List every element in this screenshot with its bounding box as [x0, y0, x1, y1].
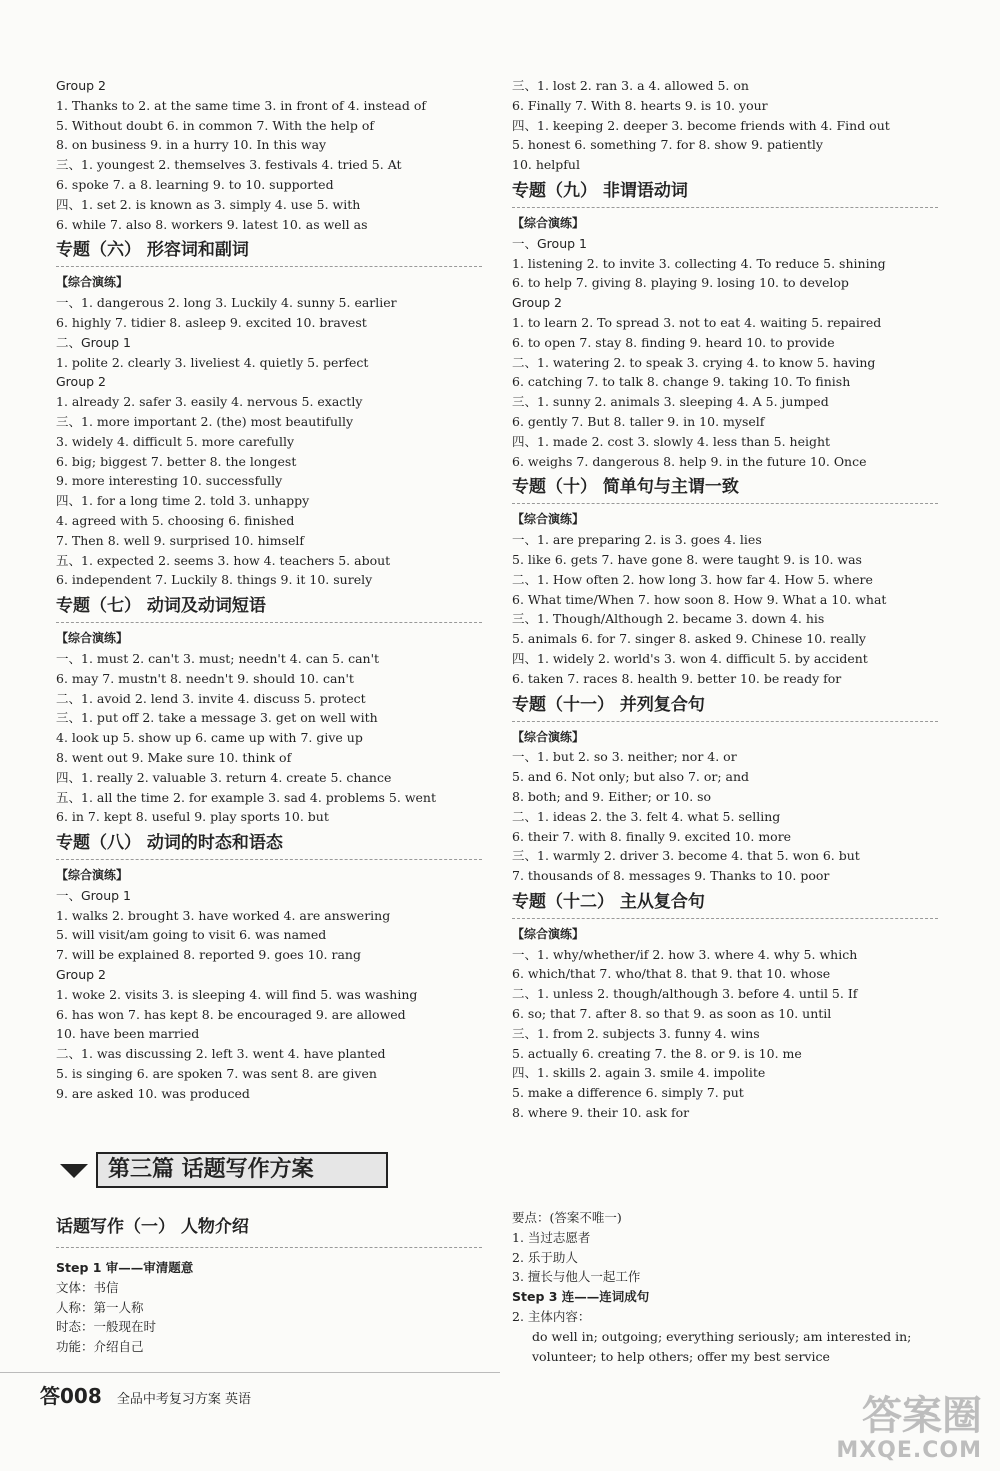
answer-line: 8. went out 9. Make sure 10. think of — [56, 749, 292, 765]
section-title: 专题（十一） 并列复合句 — [512, 689, 938, 722]
answer-line: 2. 主体内容： — [512, 1308, 591, 1324]
answer-line: 功能：介绍自己 — [56, 1339, 144, 1355]
part3-title: 第三篇 话题写作方案 — [96, 1152, 388, 1188]
answer-line: 一、1. are preparing 2. is 3. goes 4. lies — [512, 532, 762, 548]
answer-line: 文体：书信 — [56, 1279, 119, 1295]
section-tag: 【综合演练】 — [512, 729, 585, 744]
answer-line: 8. on business 9. in a hurry 10. In this way — [56, 137, 327, 153]
answer-line: 1. polite 2. clearly 3. liveliest 4. quietly 5. perfect — [56, 354, 369, 370]
answer-line: 8. both; and 9. Either; or 10. so — [512, 788, 712, 804]
answer-line: 四、1. for a long time 2. told 3. unhappy — [56, 493, 310, 509]
answer-line: 三、1. lost 2. ran 3. a 4. allowed 5. on — [512, 78, 749, 93]
answer-line: 6. in 7. kept 8. useful 9. play sports 10. but — [56, 809, 329, 825]
answer-line: 四、1. skills 2. again 3. smile 4. impolite — [512, 1065, 766, 1081]
step-heading: Step 1 审——审清题意 — [56, 1260, 194, 1275]
answer-line: 二、1. watering 2. to speak 3. crying 4. to know 5. having — [512, 354, 876, 370]
page-number: 答008 — [40, 1384, 102, 1408]
answer-line: 9. are asked 10. was produced — [56, 1085, 250, 1101]
answer-line: 1. walks 2. brought 3. have worked 4. are answering — [56, 907, 391, 923]
answer-line: 四、1. set 2. is known as 3. simply 4. use 5. with — [56, 196, 361, 212]
step-heading: Step 3 连——连词成句 — [512, 1289, 650, 1305]
section-title: 专题（八） 动词的时态和语态 — [56, 827, 482, 860]
footer-divider — [0, 1372, 500, 1373]
answer-line: 6. to help 7. giving 8. playing 9. losing 10. to develop — [512, 275, 849, 291]
answer-line: 要点：(答案不唯一) — [512, 1210, 622, 1225]
answer-line: 二、1. ideas 2. the 3. felt 4. what 5. selling — [512, 808, 781, 824]
section-title: 专题（十二） 主从复合句 — [512, 886, 938, 919]
answer-line: 四、1. widely 2. world's 3. won 4. difficult 5. by accident — [512, 650, 868, 666]
answer-line: 二、1. How often 2. how long 3. how far 4. How 5. where — [512, 571, 873, 587]
watermark-logo: 答案圈 — [862, 1393, 982, 1439]
answer-line: 1. 当过志愿者 — [512, 1229, 591, 1245]
answer-line: 6. has won 7. has kept 8. be encouraged 9. are allowed — [56, 1006, 406, 1022]
section-title: 专题（六） 形容词和副词 — [56, 234, 482, 267]
triangle-down-icon — [60, 1164, 88, 1178]
answer-line: 6. which/that 7. who/that 8. that 9. that 10. whose — [512, 966, 831, 982]
answer-line: 三、1. youngest 2. themselves 3. festivals 4. tried 5. At — [56, 157, 402, 173]
answer-line: 一、1. why/whether/if 2. how 3. where 4. why 5. which — [512, 946, 858, 962]
watermark — [836, 1394, 982, 1463]
answer-line: 8. where 9. their 10. ask for — [512, 1105, 690, 1121]
step3-block — [512, 1208, 938, 1366]
answer-line: 二、1. was discussing 2. left 3. went 4. have planted — [56, 1046, 386, 1062]
answer-line: 9. more interesting 10. successfully — [56, 473, 283, 489]
answer-line: 6. What time/When 7. how soon 8. How 9. What a 10. what — [512, 591, 887, 607]
answer-line: 6. highly 7. tidier 8. asleep 9. excited 10. bravest — [56, 314, 367, 330]
answer-line: 时态：一般现在时 — [56, 1319, 157, 1335]
answer-line: 1. listening 2. to invite 3. collecting 4. To reduce 5. shining — [512, 255, 886, 271]
answer-line: 7. will be explained 8. reported 9. goes 10. rang — [56, 947, 361, 963]
section-tag: 【综合演练】 — [56, 868, 129, 883]
section-tag: 【综合演练】 — [56, 275, 129, 290]
answer-line: 3. widely 4. difficult 5. more carefully — [56, 433, 295, 449]
part3-banner — [56, 1152, 390, 1188]
content-line: do well in; outgoing; everything seriously; am interested in; — [532, 1328, 912, 1344]
answer-line: 5. like 6. gets 7. have gone 8. were taught 9. is 10. was — [512, 551, 862, 567]
answer-line: 6. big; biggest 7. better 8. the longest — [56, 453, 297, 469]
section-tag: 【综合演练】 — [512, 512, 585, 527]
right-column — [512, 76, 938, 1123]
answer-line: 1. woke 2. visits 3. is sleeping 4. will find 5. was washing — [56, 986, 418, 1002]
answer-line: 三、1. Though/Although 2. became 3. down 4. his — [512, 611, 825, 627]
answer-line: 6. spoke 7. a 8. learning 9. to 10. supported — [56, 176, 334, 192]
group-label: 一、Group 1 — [56, 887, 131, 903]
answer-line: 2. 乐于助人 — [512, 1249, 578, 1265]
group-label: Group 2 — [56, 78, 106, 93]
group-label: 二、Group 1 — [56, 334, 131, 350]
group-label: Group 2 — [56, 374, 106, 390]
group-label: Group 2 — [56, 967, 106, 983]
answer-line: 4. agreed with 5. choosing 6. finished — [56, 512, 295, 528]
answer-line: 人称：第一人称 — [56, 1299, 144, 1315]
section-tag: 【综合演练】 — [512, 926, 585, 941]
answer-line: 5. is singing 6. are spoken 7. was sent 8. are given — [56, 1066, 377, 1082]
answer-line: 四、1. really 2. valuable 3. return 4. create 5. chance — [56, 769, 392, 785]
left-column — [56, 76, 482, 1104]
answer-line: 6. their 7. with 8. finally 9. excited 10. more — [512, 828, 792, 844]
answer-line: 一、1. dangerous 2. long 3. Luckily 4. sunny 5. earlier — [56, 295, 397, 311]
answer-line: 10. have been married — [56, 1026, 200, 1042]
answer-line: 7. Then 8. well 9. surprised 10. himself — [56, 532, 304, 548]
answer-line: 6. gently 7. But 8. taller 9. in 10. myself — [512, 413, 765, 429]
answer-line: 三、1. sunny 2. animals 3. sleeping 4. A 5. jumped — [512, 394, 829, 410]
answer-line: 6. to open 7. stay 8. finding 9. heard 10. to provide — [512, 334, 835, 350]
group-label: 一、Group 1 — [512, 235, 587, 251]
answer-line: 一、1. must 2. can't 3. must; needn't 4. can 5. can't — [56, 650, 380, 666]
section-title: 专题（七） 动词及动词短语 — [56, 590, 482, 623]
answer-line: 4. look up 5. show up 6. came up with 7. give up — [56, 730, 363, 746]
answer-line: 6. weighs 7. dangerous 8. help 9. in the future 10. Once — [512, 453, 867, 469]
answer-line: 6. catching 7. to talk 8. change 9. taking 10. To finish — [512, 374, 851, 390]
answer-line: 6. Finally 7. With 8. hearts 9. is 10. your — [512, 97, 768, 113]
section-title: 专题（十） 简单句与主谓一致 — [512, 471, 938, 504]
step1-block — [56, 1258, 482, 1357]
section-tag: 【综合演练】 — [56, 631, 129, 646]
answer-line: 6. while 7. also 8. workers 9. latest 10. as well as — [56, 216, 368, 232]
answer-line: 6. so; that 7. after 8. so that 9. as soon as 10. until — [512, 1006, 832, 1022]
answer-line: 5. honest 6. something 7. for 8. show 9. patiently — [512, 137, 823, 153]
answer-line: 三、1. warmly 2. driver 3. become 4. that 5. won 6. but — [512, 848, 860, 864]
topic-title: 话题写作（一） 人物介绍 — [56, 1212, 482, 1248]
answer-line: 5. make a difference 6. simply 7. put — [512, 1085, 744, 1101]
content-line: volunteer; to help others; offer my best service — [532, 1348, 830, 1364]
answer-line: 1. Thanks to 2. at the same time 3. in front of 4. instead of — [56, 97, 426, 113]
answer-line: 四、1. made 2. cost 3. slowly 4. less than 5. height — [512, 433, 831, 449]
answer-line: 6. independent 7. Luckily 8. things 9. it 10. surely — [56, 572, 373, 588]
page-footer — [40, 1380, 251, 1409]
answer-line: 二、1. avoid 2. lend 3. invite 4. discuss 5. protect — [56, 690, 366, 706]
answer-line: 6. may 7. mustn't 8. needn't 9. should 10. can't — [56, 670, 354, 686]
section-tag: 【综合演练】 — [512, 215, 585, 230]
watermark-url: MXQE.COM — [836, 1438, 982, 1463]
section-title: 专题（九） 非谓语动词 — [512, 175, 938, 208]
answer-line: 三、1. put off 2. take a message 3. get on well with — [56, 710, 378, 726]
answer-line: 三、1. more important 2. (the) most beautifully — [56, 413, 354, 429]
answer-line: 二、1. unless 2. though/although 3. before 4. until 5. If — [512, 986, 858, 1002]
answer-line: 四、1. keeping 2. deeper 3. become friends with 4. Find out — [512, 117, 890, 133]
group-label: Group 2 — [512, 295, 562, 311]
answer-line: 一、1. but 2. so 3. neither; nor 4. or — [512, 749, 737, 765]
answer-line: 5. Without doubt 6. in common 7. With the help of — [56, 117, 375, 133]
answer-line: 5. and 6. Not only; but also 7. or; and — [512, 769, 750, 785]
answer-line: 五、1. all the time 2. for example 3. sad 4. problems 5. went — [56, 789, 436, 805]
answer-line: 7. thousands of 8. messages 9. Thanks to 10. poor — [512, 868, 830, 884]
answer-line: 三、1. from 2. subjects 3. funny 4. wins — [512, 1025, 760, 1041]
answer-line: 1. already 2. safer 3. easily 4. nervous 5. exactly — [56, 394, 363, 410]
answer-line: 五、1. expected 2. seems 3. how 4. teachers 5. about — [56, 552, 391, 568]
answer-line: 10. helpful — [512, 157, 580, 173]
book-title: 全品中考复习方案 英语 — [116, 1392, 251, 1407]
answer-line: 1. to learn 2. To spread 3. not to eat 4. waiting 5. repaired — [512, 314, 882, 330]
answer-line: 5. animals 6. for 7. singer 8. asked 9. Chinese 10. really — [512, 631, 866, 647]
answer-line: 5. will visit/am going to visit 6. was named — [56, 927, 327, 943]
answer-line: 5. actually 6. creating 7. the 8. or 9. is 10. me — [512, 1045, 802, 1061]
answer-line: 3. 擅长与他人一起工作 — [512, 1269, 641, 1285]
answer-line: 6. taken 7. races 8. health 9. better 10. be ready for — [512, 670, 842, 686]
